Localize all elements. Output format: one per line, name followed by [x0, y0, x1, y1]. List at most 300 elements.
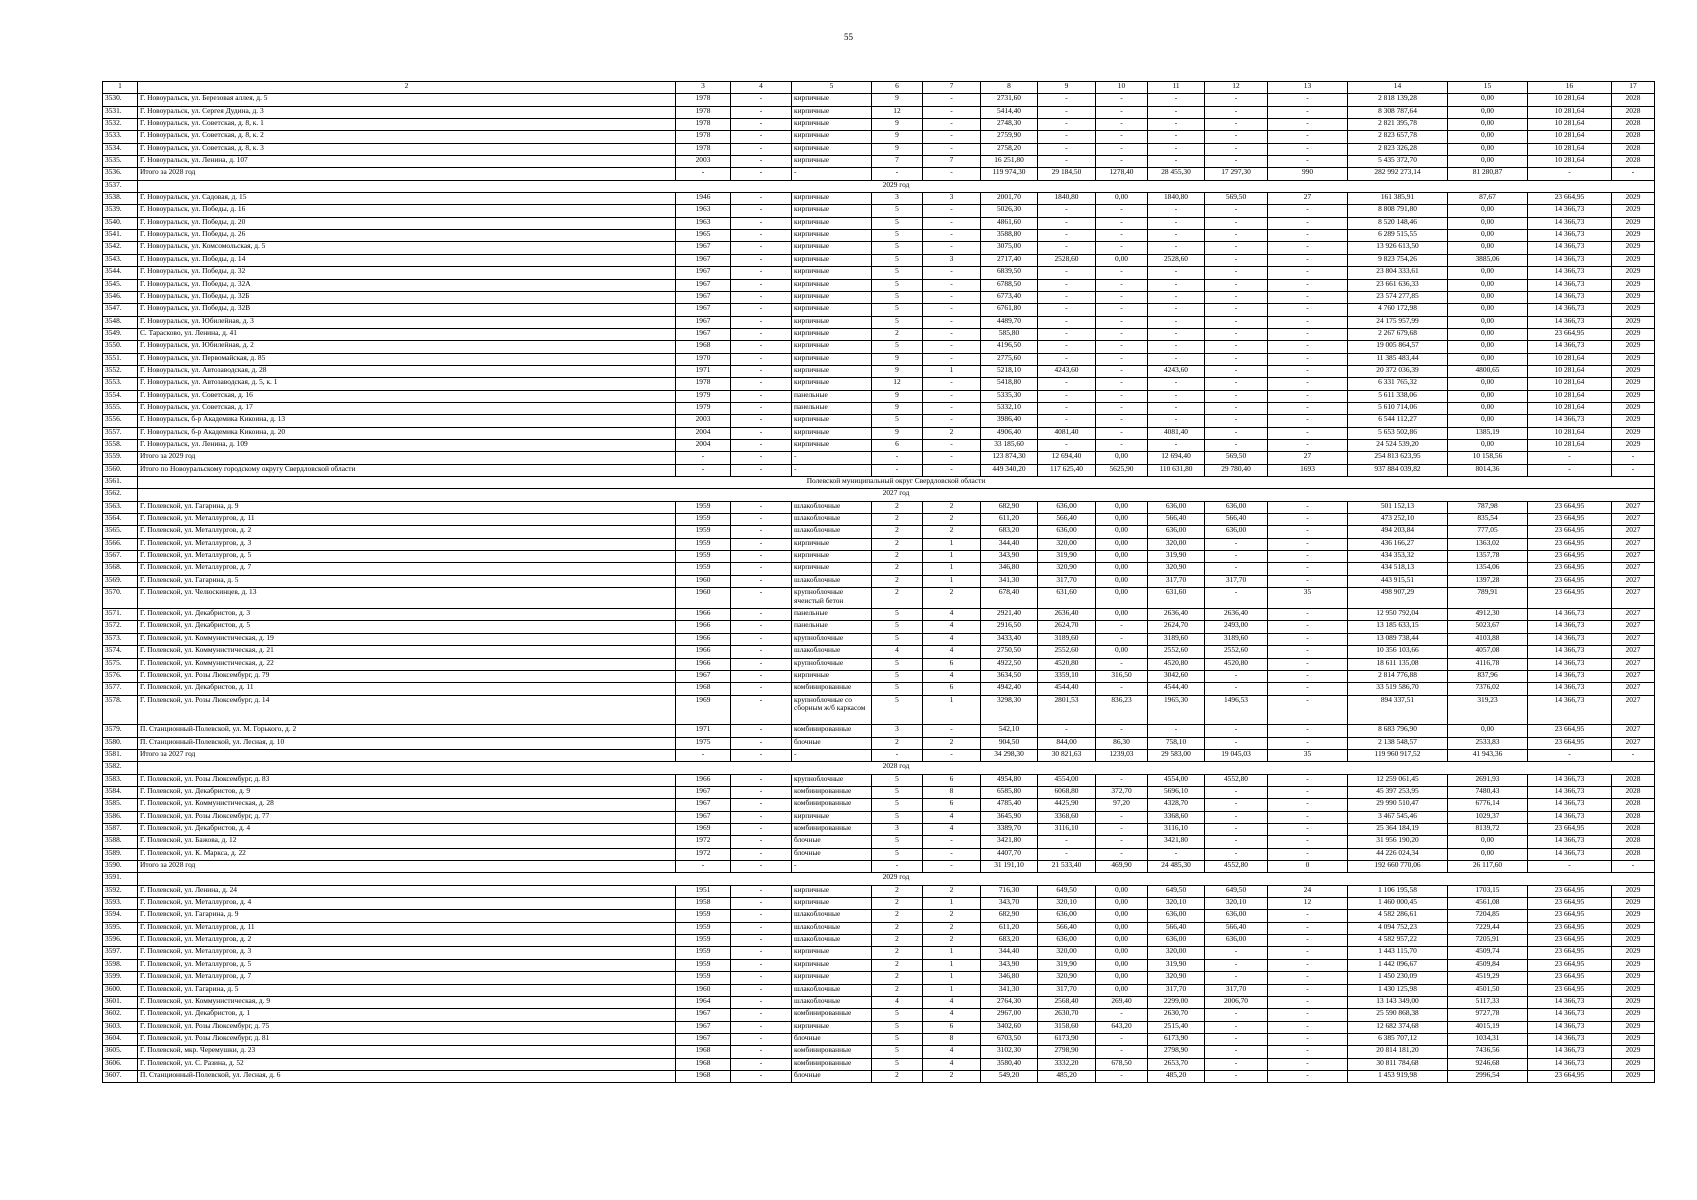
table-cell: - — [731, 749, 792, 761]
table-cell: - — [1148, 304, 1205, 316]
row-number-cell: 3590. — [103, 861, 138, 873]
table-cell: - — [1268, 156, 1348, 168]
address-cell: Г. Полевской, мкр. Черемушки, д. 23 — [138, 1046, 676, 1058]
table-cell: 2029 — [1612, 910, 1655, 922]
table-cell: 3 — [923, 254, 981, 266]
table-cell: - — [731, 119, 792, 131]
table-cell: 2299,00 — [1148, 996, 1205, 1008]
table-cell: 443 915,51 — [1348, 575, 1448, 587]
table-cell: - — [676, 861, 731, 873]
table-cell: 5 — [872, 242, 923, 254]
row-number-cell: 3585. — [103, 799, 138, 811]
table-cell: 7229,44 — [1448, 922, 1528, 934]
table-cell: - — [731, 836, 792, 848]
table-cell: 0,00 — [1448, 836, 1528, 848]
table-cell: - — [1268, 670, 1348, 682]
table-cell: 4 — [872, 646, 923, 658]
address-cell: Г. Полевской, ул. Декабристов, д. 3 — [138, 609, 676, 621]
table-cell: 4 — [923, 670, 981, 682]
table-cell: кирпичные — [792, 365, 872, 377]
table-cell: 10 281,64 — [1528, 427, 1612, 439]
row-number-cell: 3583. — [103, 774, 138, 786]
table-cell: 23 664,95 — [1528, 910, 1612, 922]
table-cell: 12 259 061,45 — [1348, 774, 1448, 786]
table-cell: 1960 — [676, 588, 731, 609]
table-row — [103, 1033, 1655, 1045]
address-cell: П. Станционный-Полевской, ул. М. Горького, д. 2 — [138, 725, 676, 737]
table-cell: 0,00 — [1096, 254, 1148, 266]
table-row — [103, 972, 1655, 984]
table-cell: 2 818 139,28 — [1348, 94, 1448, 106]
table-cell: - — [731, 279, 792, 291]
table-cell: 636,00 — [1148, 501, 1205, 513]
table-cell: 24 175 957,99 — [1348, 316, 1448, 328]
table-cell: 636,00 — [1148, 526, 1205, 538]
table-row — [103, 725, 1655, 737]
table-cell: - — [1096, 267, 1148, 279]
table-cell: 5 — [872, 1033, 923, 1045]
table-cell: панельные — [792, 402, 872, 414]
table-cell: 4328,70 — [1148, 799, 1205, 811]
table-cell: 13 926 613,50 — [1348, 242, 1448, 254]
table-cell: 3368,60 — [1148, 811, 1205, 823]
table-row — [103, 119, 1655, 131]
table-cell: 19 005 864,57 — [1348, 341, 1448, 353]
address-cell: П. Станционный-Полевской, ул. Лесная, д. 6 — [138, 1070, 676, 1082]
table-cell: 1840,80 — [1038, 193, 1096, 205]
table-cell: 23 664,95 — [1528, 501, 1612, 513]
table-cell: 2916,50 — [981, 621, 1038, 633]
table-cell: кирпичные — [792, 94, 872, 106]
row-number-cell: 3604. — [103, 1033, 138, 1045]
table-cell: - — [1268, 996, 1348, 1008]
table-cell: 4 094 752,23 — [1348, 922, 1448, 934]
table-cell: 2027 — [1612, 538, 1655, 550]
table-cell: 3368,60 — [1038, 811, 1096, 823]
table-cell: 2 — [872, 514, 923, 526]
address-cell: Итого за 2027 год — [138, 749, 676, 761]
table-cell: - — [1096, 131, 1148, 143]
table-cell: - — [1096, 1033, 1148, 1045]
table-row — [103, 836, 1655, 848]
table-cell: 0,00 — [1448, 439, 1528, 451]
table-cell: кирпичные — [792, 205, 872, 217]
table-cell: - — [923, 242, 981, 254]
table-cell: 2758,20 — [981, 143, 1038, 155]
table-cell: - — [1096, 402, 1148, 414]
table-cell: - — [1148, 94, 1205, 106]
table-row — [103, 683, 1655, 695]
row-number-cell: 3571. — [103, 609, 138, 621]
table-cell: 2029 — [1612, 415, 1655, 427]
table-cell: - — [1148, 341, 1205, 353]
table-row — [103, 646, 1655, 658]
table-cell: - — [1268, 291, 1348, 303]
address-cell: Г. Полевской, ул. Металлургов, д. 4 — [138, 898, 676, 910]
table-row — [103, 588, 1655, 609]
table-cell: - — [1205, 848, 1268, 860]
table-cell: 2027 — [1612, 563, 1655, 575]
table-cell: 636,00 — [1038, 526, 1096, 538]
table-cell: 1960 — [676, 984, 731, 996]
table-cell: 0 — [1268, 861, 1348, 873]
table-cell: - — [923, 94, 981, 106]
table-cell: кирпичные — [792, 316, 872, 328]
table-cell: 2552,60 — [1205, 646, 1268, 658]
table-cell: 631,60 — [1038, 588, 1096, 609]
table-cell: 34 298,30 — [981, 749, 1038, 761]
table-cell: 0,00 — [1448, 106, 1528, 118]
table-cell: 5117,33 — [1448, 996, 1528, 1008]
row-number-cell: 3576. — [103, 670, 138, 682]
table-cell: 10 281,64 — [1528, 119, 1612, 131]
table-cell: 5 — [872, 683, 923, 695]
address-cell: Итого по Новоуральскому городскому округу Свердловской области — [138, 464, 676, 476]
table-cell: 119 974,30 — [981, 168, 1038, 180]
table-cell: 1960 — [676, 575, 731, 587]
table-cell: 3 — [872, 725, 923, 737]
table-cell: 2029 — [1612, 193, 1655, 205]
table-cell: - — [1205, 947, 1268, 959]
table-cell: 566,40 — [1038, 514, 1096, 526]
table-cell: 2 — [872, 935, 923, 947]
table-cell: 2 823 326,28 — [1348, 143, 1448, 155]
section-label: Полевской муниципальный округ Свердловской области — [138, 477, 1655, 489]
table-cell: 4 582 957,22 — [1348, 935, 1448, 947]
table-cell: 1959 — [676, 538, 731, 550]
table-cell: 5 — [872, 609, 923, 621]
row-number-cell: 3552. — [103, 365, 138, 377]
table-cell: 24 524 539,20 — [1348, 439, 1448, 451]
table-cell: 9 — [872, 131, 923, 143]
table-cell: 1966 — [676, 646, 731, 658]
table-cell: 12 694,40 — [1148, 452, 1205, 464]
table-cell: - — [923, 316, 981, 328]
table-cell: 4544,40 — [1148, 683, 1205, 695]
table-cell: 2004 — [676, 427, 731, 439]
table-cell: - — [1268, 267, 1348, 279]
table-cell: кирпичные — [792, 106, 872, 118]
table-cell: - — [1205, 1070, 1268, 1082]
table-cell: 1029,37 — [1448, 811, 1528, 823]
table-cell: - — [1205, 328, 1268, 340]
table-cell: 2029 — [1612, 291, 1655, 303]
table-row — [103, 205, 1655, 217]
table-cell: 1978 — [676, 143, 731, 155]
table-cell: 25 590 868,38 — [1348, 1009, 1448, 1021]
row-number-cell: 3534. — [103, 143, 138, 155]
table-cell: 1958 — [676, 898, 731, 910]
table-cell: 0,00 — [1448, 402, 1528, 414]
table-cell: 24 485,30 — [1148, 861, 1205, 873]
table-cell: - — [731, 501, 792, 513]
table-cell: 14 366,73 — [1528, 836, 1612, 848]
row-number-cell: 3549. — [103, 328, 138, 340]
table-cell: 14 366,73 — [1528, 695, 1612, 725]
table-cell: комбинированные — [792, 799, 872, 811]
row-number-cell: 3531. — [103, 106, 138, 118]
table-cell: 2029 — [1612, 972, 1655, 984]
table-cell: комбинированные — [792, 787, 872, 799]
table-cell: 636,00 — [1205, 526, 1268, 538]
table-cell: - — [792, 749, 872, 761]
table-cell: 2 — [923, 1070, 981, 1082]
table-cell: 12 950 792,04 — [1348, 609, 1448, 621]
table-cell: кирпичные — [792, 267, 872, 279]
table-cell: 0,00 — [1096, 922, 1148, 934]
table-cell: 27 — [1268, 452, 1348, 464]
table-cell: - — [1205, 972, 1268, 984]
table-cell: - — [1205, 119, 1268, 131]
table-cell: 45 397 253,95 — [1348, 787, 1448, 799]
address-cell: Г. Полевской, ул. Коммунистическая, д. 19 — [138, 633, 676, 645]
column-header: 16 — [1528, 82, 1612, 94]
table-cell: - — [1148, 316, 1205, 328]
table-cell: - — [1148, 119, 1205, 131]
column-header: 3 — [676, 82, 731, 94]
table-cell: 1968 — [676, 341, 731, 353]
address-cell: Г. Полевской, ул. Декабристов, д. 5 — [138, 621, 676, 633]
table-cell: 2028 — [1612, 774, 1655, 786]
address-cell: Г. Новоуральск, ул. Сергея Дудина, д. 3 — [138, 106, 676, 118]
table-cell: 2 — [872, 563, 923, 575]
table-cell: кирпичные — [792, 563, 872, 575]
table-cell: 18 611 135,08 — [1348, 658, 1448, 670]
table-cell: 6788,50 — [981, 279, 1038, 291]
table-cell: 3986,40 — [981, 415, 1038, 427]
address-cell: Г. Полевской, ул. Металлургов, д. 11 — [138, 922, 676, 934]
table-cell: 4 — [923, 621, 981, 633]
table-cell: 6703,50 — [981, 1033, 1038, 1045]
table-cell: 1978 — [676, 131, 731, 143]
table-cell: 1978 — [676, 106, 731, 118]
table-cell: 1 — [923, 538, 981, 550]
table-cell: 649,50 — [1038, 885, 1096, 897]
table-row — [103, 254, 1655, 266]
table-cell: - — [1148, 353, 1205, 365]
table-cell: 29 990 510,47 — [1348, 799, 1448, 811]
table-cell: 23 664,95 — [1528, 328, 1612, 340]
table-cell: 2029 — [1612, 390, 1655, 402]
table-cell: 14 366,73 — [1528, 848, 1612, 860]
table-cell: 2028 — [1612, 811, 1655, 823]
table-row — [103, 242, 1655, 254]
table-cell: - — [1038, 848, 1096, 860]
table-row — [103, 695, 1655, 725]
table-cell: - — [923, 217, 981, 229]
row-number-cell: 3545. — [103, 279, 138, 291]
table-cell: 1967 — [676, 1033, 731, 1045]
table-cell: блочные — [792, 836, 872, 848]
table-cell: - — [1038, 156, 1096, 168]
table-cell: - — [1096, 848, 1148, 860]
row-number-cell: 3586. — [103, 811, 138, 823]
table-cell: 5 — [872, 658, 923, 670]
table-cell: 1972 — [676, 848, 731, 860]
table-cell: - — [1205, 341, 1268, 353]
table-row — [103, 365, 1655, 377]
table-cell: - — [1096, 390, 1148, 402]
table-cell: 636,00 — [1205, 910, 1268, 922]
table-cell: 5 — [872, 633, 923, 645]
table-cell: - — [1268, 848, 1348, 860]
table-cell: - — [1038, 402, 1096, 414]
table-cell: 3 — [872, 193, 923, 205]
table-cell: - — [676, 452, 731, 464]
table-cell: - — [1038, 328, 1096, 340]
table-cell: 23 574 277,85 — [1348, 291, 1448, 303]
table-cell: 0,00 — [1096, 947, 1148, 959]
table-cell: 1 443 115,70 — [1348, 947, 1448, 959]
table-row — [103, 378, 1655, 390]
row-number-cell: 3581. — [103, 749, 138, 761]
table-cell: - — [1096, 811, 1148, 823]
table-cell: 1 460 000,45 — [1348, 898, 1448, 910]
table-cell: 485,20 — [1148, 1070, 1205, 1082]
table-cell: 30 811 784,68 — [1348, 1058, 1448, 1070]
table-cell: 2027 — [1612, 670, 1655, 682]
table-cell: 2027 — [1612, 633, 1655, 645]
table-cell: - — [1038, 353, 1096, 365]
table-cell: - — [1148, 725, 1205, 737]
address-cell: Г. Полевской, ул. Металлургов, д. 5 — [138, 551, 676, 563]
table-cell: 5 653 502,86 — [1348, 427, 1448, 439]
table-cell: - — [1038, 390, 1096, 402]
table-cell: 23 664,95 — [1528, 824, 1612, 836]
table-cell: кирпичные — [792, 242, 872, 254]
row-number-cell: 3561. — [103, 477, 138, 489]
table-cell: - — [1205, 787, 1268, 799]
row-number-cell: 3548. — [103, 316, 138, 328]
table-cell: - — [1038, 316, 1096, 328]
address-cell: Г. Полевской, ул. Гагарина, д. 5 — [138, 984, 676, 996]
table-cell: 2029 — [1612, 1070, 1655, 1082]
table-cell: - — [1205, 538, 1268, 550]
table-cell: 678,40 — [981, 588, 1038, 609]
row-number-cell: 3556. — [103, 415, 138, 427]
table-cell: 2 — [872, 575, 923, 587]
table-cell: крупноблочные ячеистый бетон — [792, 588, 872, 609]
table-cell: 12 694,40 — [1038, 452, 1096, 464]
table-cell: - — [1268, 947, 1348, 959]
row-number-cell: 3605. — [103, 1046, 138, 1058]
table-cell: 19 045,03 — [1205, 749, 1268, 761]
row-number-cell: 3607. — [103, 1070, 138, 1082]
row-number-cell: 3550. — [103, 341, 138, 353]
table-cell: - — [923, 439, 981, 451]
table-cell: - — [731, 242, 792, 254]
table-cell: 13 089 738,44 — [1348, 633, 1448, 645]
table-cell: 5 — [872, 304, 923, 316]
table-cell: кирпичные — [792, 811, 872, 823]
table-cell: - — [731, 464, 792, 476]
table-cell: 4861,60 — [981, 217, 1038, 229]
table-cell: кирпичные — [792, 304, 872, 316]
table-cell: 2029 — [1612, 427, 1655, 439]
table-cell: 5 — [872, 621, 923, 633]
table-cell: - — [731, 291, 792, 303]
table-cell: - — [1205, 799, 1268, 811]
table-cell: 7204,85 — [1448, 910, 1528, 922]
table-row — [103, 910, 1655, 922]
table-cell: 5 — [872, 230, 923, 242]
table-cell: - — [1268, 1009, 1348, 1021]
address-cell: Г. Новоуральск, ул. Комсомольская, д. 5 — [138, 242, 676, 254]
table-cell: 0,00 — [1448, 415, 1528, 427]
table-cell: 2028 — [1612, 119, 1655, 131]
table-cell: 5 610 714,06 — [1348, 402, 1448, 414]
column-header: 4 — [731, 82, 792, 94]
table-cell: 87,67 — [1448, 193, 1528, 205]
table-row — [103, 402, 1655, 414]
table-row — [103, 415, 1655, 427]
row-number-cell: 3537. — [103, 180, 138, 192]
table-cell: - — [1096, 316, 1148, 328]
table-cell: 3634,50 — [981, 670, 1038, 682]
row-number-cell: 3602. — [103, 1009, 138, 1021]
table-cell: - — [731, 799, 792, 811]
address-cell: Г. Полевской, ул. Розы Люксембург, д. 83 — [138, 774, 676, 786]
table-cell: 0,00 — [1096, 972, 1148, 984]
table-cell: - — [1268, 217, 1348, 229]
table-cell: 27 — [1268, 193, 1348, 205]
table-cell: 2515,40 — [1148, 1021, 1205, 1033]
table-cell: 4509,74 — [1448, 947, 1528, 959]
table-cell: 12 — [872, 378, 923, 390]
table-cell: 3 — [872, 824, 923, 836]
table-cell: 4 582 286,61 — [1348, 910, 1448, 922]
table-cell: - — [1096, 328, 1148, 340]
table-cell: - — [1205, 156, 1268, 168]
table-cell: 2775,60 — [981, 353, 1038, 365]
table-cell: 4552,80 — [1205, 774, 1268, 786]
table-row — [103, 947, 1655, 959]
table-cell: - — [1038, 439, 1096, 451]
table-cell: - — [1148, 378, 1205, 390]
table-cell: 2001,70 — [981, 193, 1038, 205]
section-label: 2029 год — [138, 180, 1655, 192]
table-cell: - — [1268, 725, 1348, 737]
table-cell: 320,90 — [1148, 972, 1205, 984]
row-number-cell: 3560. — [103, 464, 138, 476]
table-cell: 1968 — [676, 1058, 731, 1070]
table-cell: 1966 — [676, 774, 731, 786]
table-cell: 2 — [872, 947, 923, 959]
table-row — [103, 439, 1655, 451]
table-cell: - — [1205, 1033, 1268, 1045]
table-cell: - — [731, 811, 792, 823]
table-cell: - — [1205, 267, 1268, 279]
table-cell: - — [1096, 217, 1148, 229]
table-cell: - — [1268, 972, 1348, 984]
table-cell: 14 366,73 — [1528, 1033, 1612, 1045]
row-number-cell: 3579. — [103, 725, 138, 737]
table-row — [103, 427, 1655, 439]
table-cell: кирпичные — [792, 254, 872, 266]
table-cell: кирпичные — [792, 972, 872, 984]
table-cell: 844,00 — [1038, 737, 1096, 749]
table-cell: - — [1528, 452, 1612, 464]
table-cell: 1959 — [676, 959, 731, 971]
table-cell: 2552,60 — [1038, 646, 1096, 658]
table-cell: - — [1268, 514, 1348, 526]
table-cell: 585,80 — [981, 328, 1038, 340]
section-row — [103, 873, 1655, 885]
table-cell: - — [1268, 415, 1348, 427]
table-cell: 23 661 636,33 — [1348, 279, 1448, 291]
row-number-cell: 3557. — [103, 427, 138, 439]
table-row — [103, 848, 1655, 860]
